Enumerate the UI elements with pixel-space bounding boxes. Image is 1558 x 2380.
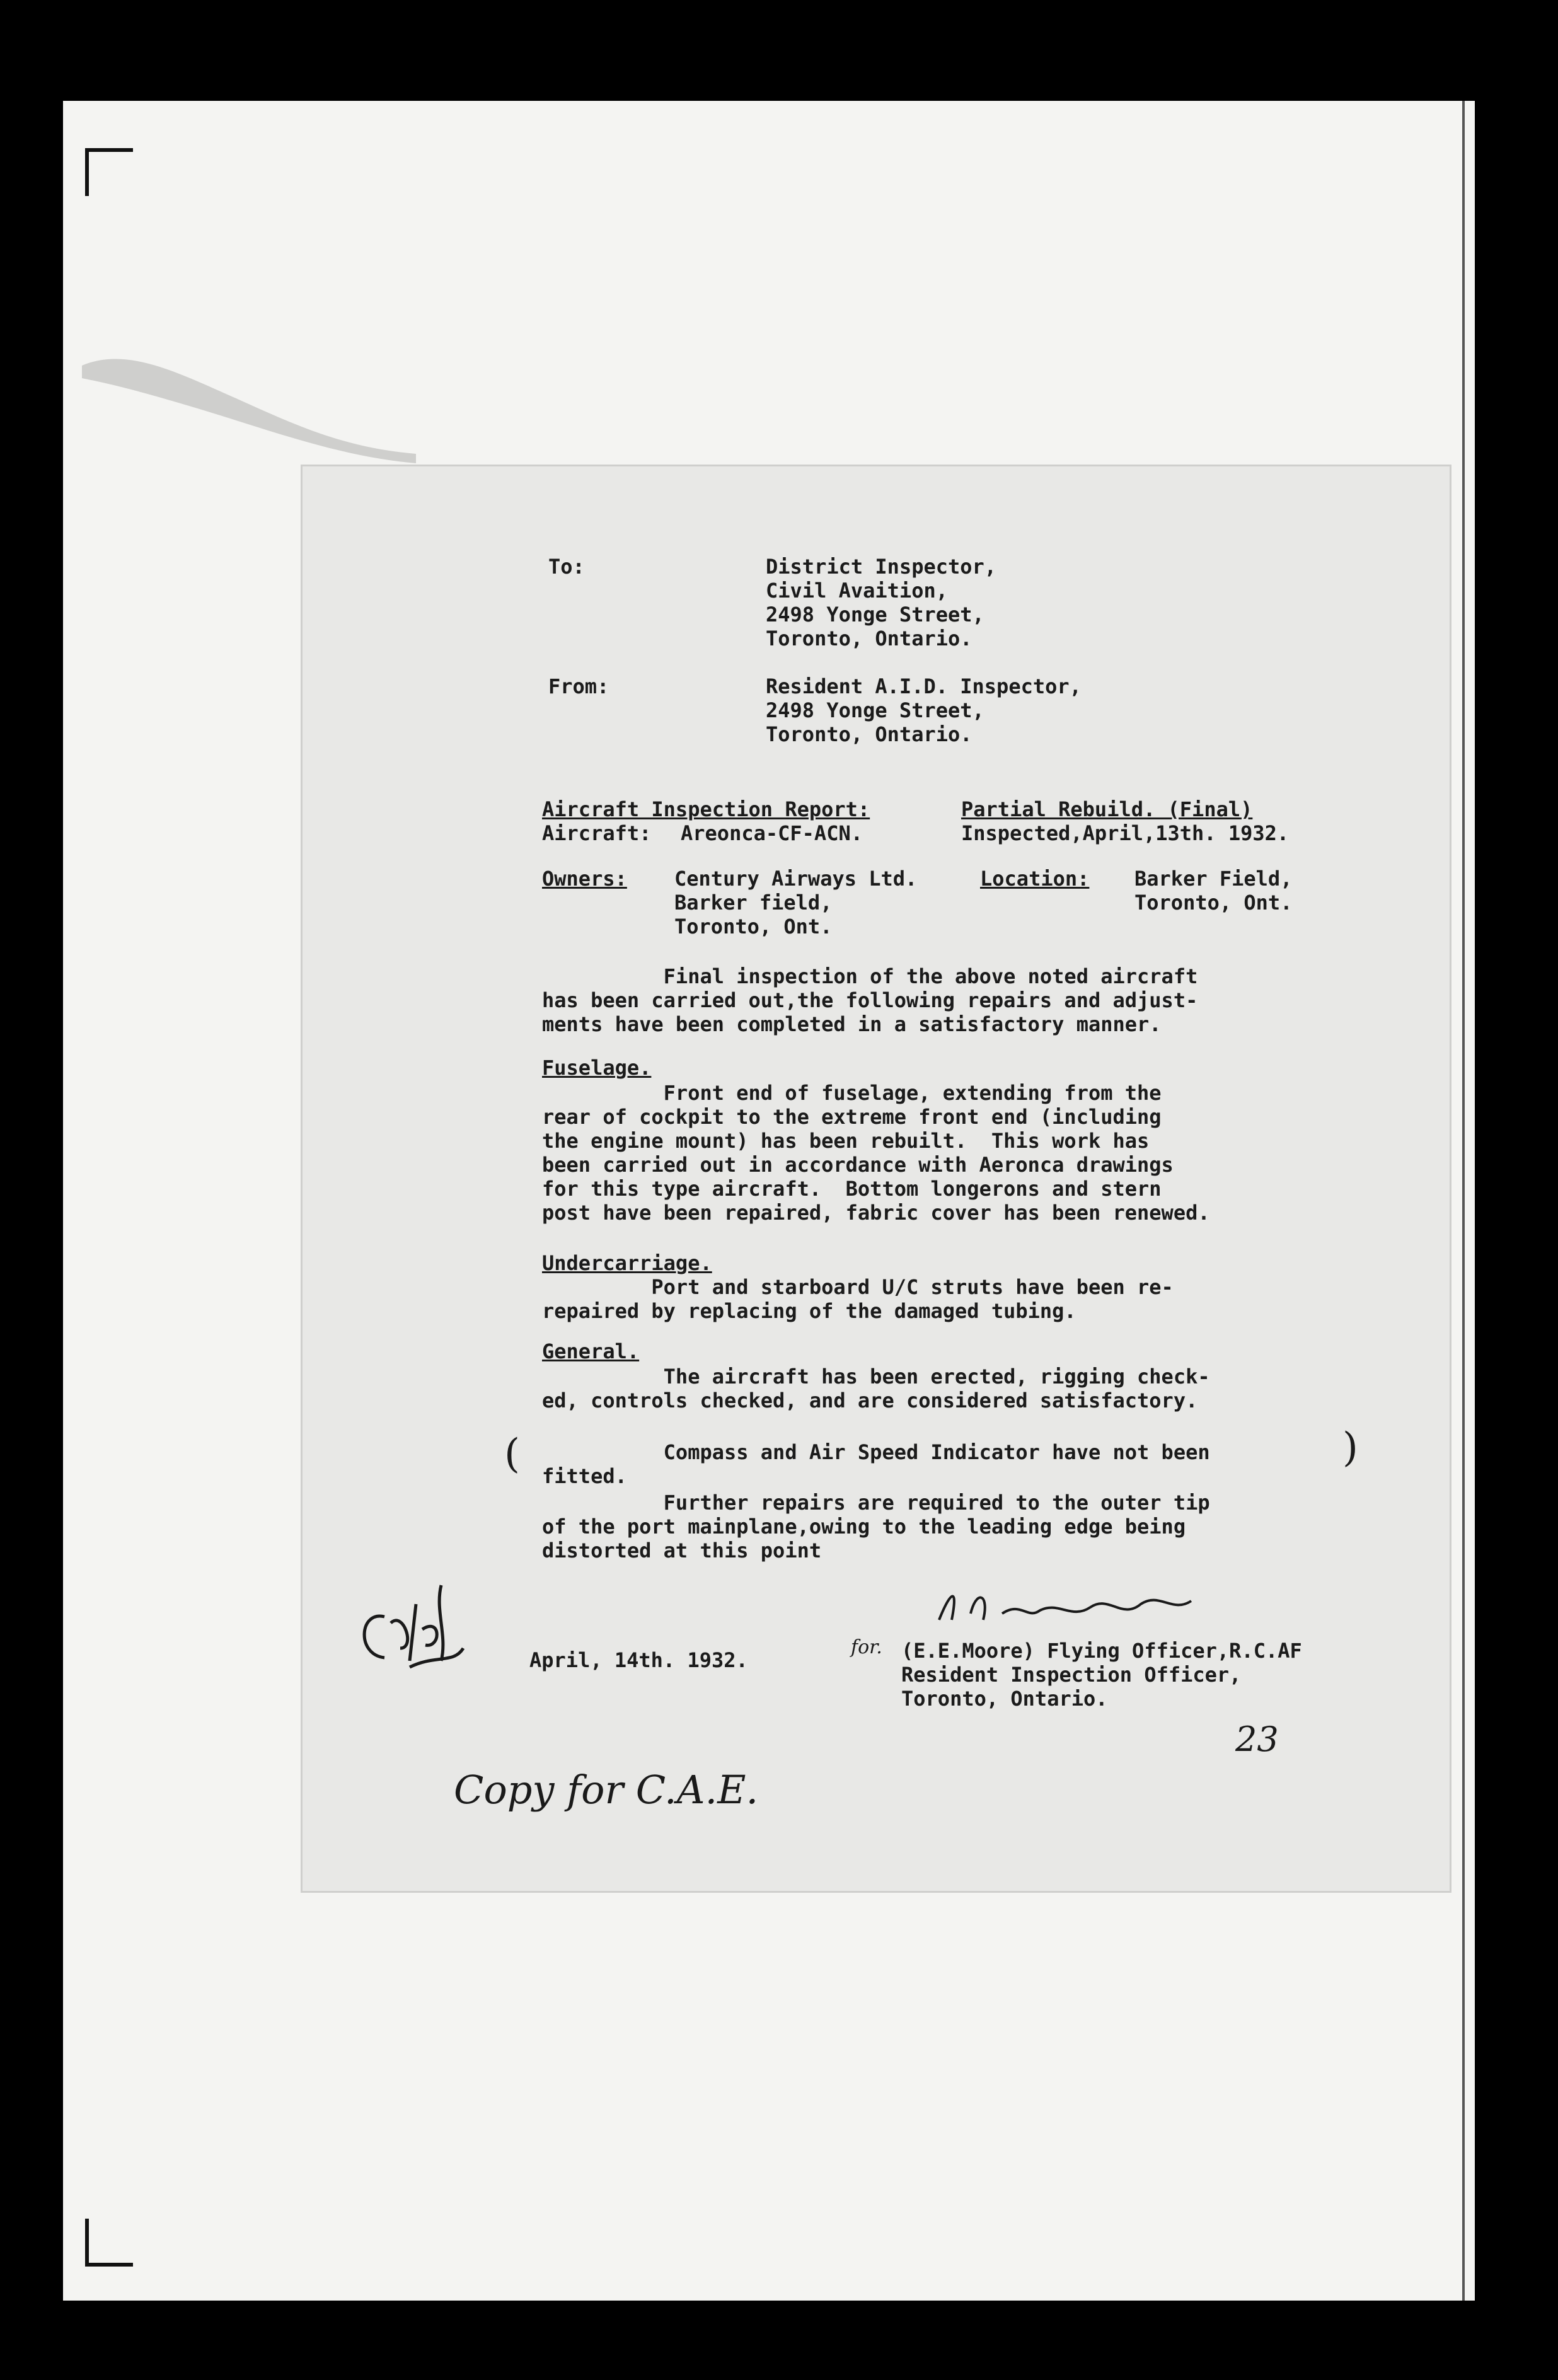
- further-line: distorted at this point: [542, 1539, 822, 1563]
- to-line: District Inspector,: [766, 555, 997, 579]
- crop-mark-bottom-left: [85, 2219, 133, 2267]
- location-line: Toronto, Ont.: [1134, 891, 1293, 915]
- fuselage-heading: Fuselage.: [542, 1056, 652, 1080]
- crop-mark-top-left: [85, 148, 133, 196]
- signature-line: (E.E.Moore) Flying Officer,R.C.AF: [901, 1639, 1302, 1663]
- general-line: The aircraft has been erected, rigging check-: [542, 1365, 1210, 1389]
- location-label: Location:: [980, 867, 1090, 891]
- owners-line: Toronto, Ont.: [674, 915, 833, 939]
- fuselage-line: rear of cockpit to the extreme front end (including: [542, 1105, 1162, 1129]
- handwritten-page-number: 23: [1235, 1719, 1279, 1759]
- handwritten-copy-note: Copy for C.A.E.: [454, 1767, 759, 1813]
- intro-line: has been carried out,the following repairs and adjust-: [542, 988, 1198, 1012]
- intro-line: ments have been completed in a satisfactory manner.: [542, 1012, 1162, 1036]
- letter-date: April, 14th. 1932.: [529, 1648, 748, 1672]
- intro-line: Final inspection of the above noted aircraft: [542, 964, 1198, 988]
- handwritten-for-note: for.: [851, 1636, 882, 1658]
- from-label: From:: [548, 674, 609, 698]
- aircraft-label: Aircraft:: [542, 821, 652, 845]
- to-label: To:: [548, 555, 585, 579]
- fuselage-line: for this type aircraft. Bottom longerons and stern: [542, 1177, 1162, 1201]
- compass-line: Compass and Air Speed Indicator have not been: [542, 1440, 1210, 1464]
- location-line: Barker Field,: [1134, 867, 1293, 891]
- to-line: Toronto, Ontario.: [766, 627, 972, 650]
- report-heading-label: Aircraft Inspection Report:: [542, 797, 870, 821]
- right-parenthesis-mark: ): [1342, 1424, 1358, 1471]
- fuselage-line: Front end of fuselage, extending from the: [542, 1081, 1162, 1105]
- to-line: Civil Avaition,: [766, 579, 948, 603]
- aircraft-registration: Areonca-CF-ACN.: [681, 821, 863, 845]
- left-parenthesis-mark: (: [504, 1431, 520, 1477]
- fuselage-line: the engine mount) has been rebuilt. This work has: [542, 1129, 1150, 1153]
- inspection-report-page: [303, 466, 1450, 1891]
- general-line: ed, controls checked, and are considered satisfactory.: [542, 1389, 1198, 1412]
- signature-line: Resident Inspection Officer,: [901, 1663, 1242, 1687]
- to-line: 2498 Yonge Street,: [766, 603, 984, 627]
- further-line: Further repairs are required to the outer tip: [542, 1491, 1210, 1515]
- undercarriage-line: Port and starboard U/C struts have been re-: [542, 1275, 1174, 1299]
- owners-line: Century Airways Ltd.: [674, 867, 918, 891]
- signature-line: Toronto, Ontario.: [901, 1687, 1108, 1711]
- fuselage-line: post have been repaired, fabric cover has been renewed.: [542, 1201, 1210, 1225]
- from-line: Toronto, Ontario.: [766, 722, 972, 746]
- from-line: Resident A.I.D. Inspector,: [766, 674, 1082, 698]
- undercarriage-line: repaired by replacing of the damaged tubing.: [542, 1299, 1076, 1323]
- undercarriage-heading: Undercarriage.: [542, 1251, 712, 1275]
- inspection-date: Inspected,April,13th. 1932.: [961, 821, 1290, 845]
- backing-edge-line: [1462, 101, 1465, 2301]
- from-line: 2498 Yonge Street,: [766, 698, 984, 722]
- report-heading-value: Partial Rebuild. (Final): [961, 797, 1253, 821]
- torn-paper-fragment: [76, 328, 429, 466]
- handwritten-signature: [933, 1576, 1197, 1632]
- handwritten-filed-mark: [347, 1573, 473, 1680]
- fuselage-line: been carried out in accordance with Aeronca drawings: [542, 1153, 1174, 1177]
- owners-line: Barker field,: [674, 891, 833, 915]
- general-heading: General.: [542, 1339, 640, 1363]
- compass-line: fitted.: [542, 1464, 627, 1488]
- further-line: of the port mainplane,owing to the leading edge being: [542, 1515, 1186, 1539]
- owners-label: Owners:: [542, 867, 627, 891]
